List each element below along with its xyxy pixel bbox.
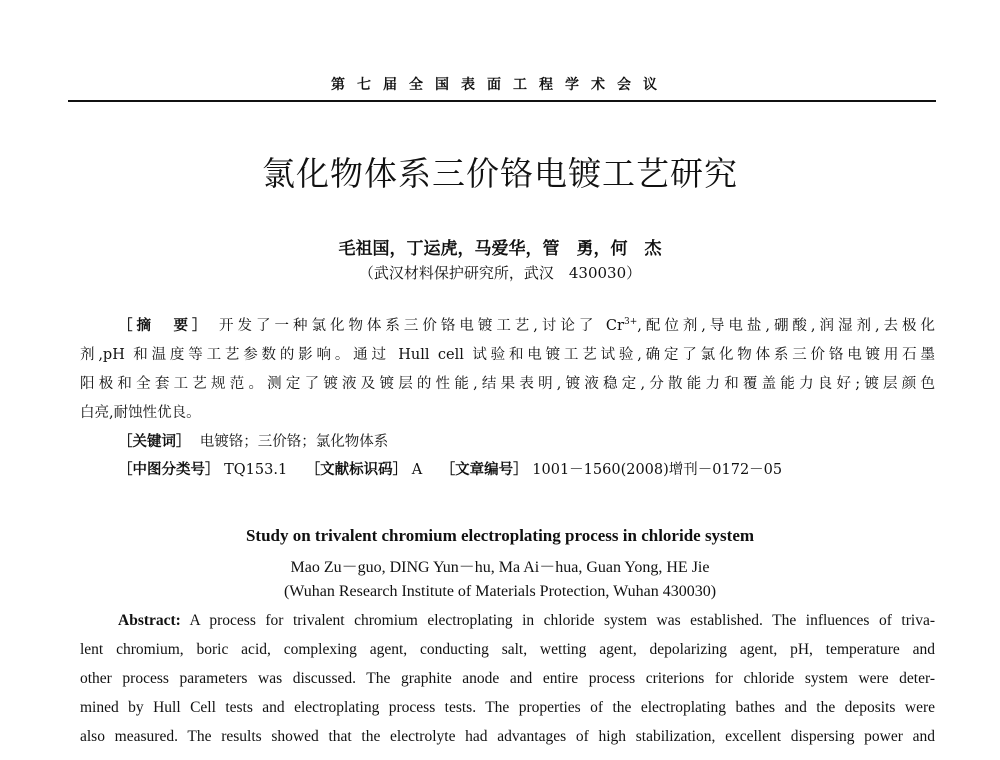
paper-title: 氯化物体系三价铬电镀工艺研究 (262, 154, 738, 193)
abstract-text: 开发了一种氯化物体系三价铬电镀工艺,讨论了 Cr (219, 318, 624, 334)
affiliation: （武汉材料保护研究所，武汉 430030） (358, 264, 642, 282)
abstract-en-line: lent chromium, boric acid, complexing agent, conducting salt, wetting agent, depolarizing agent, pH, temperature and (80, 641, 935, 658)
abstract-cn-line: 白亮,耐蚀性优良。 (80, 405, 201, 421)
abstract-cn-line (118, 314, 935, 335)
english-authors: Mao Zu－guo, DING Yun－hu, Ma Ai－hua, Guan Yong, HE Jie (290, 559, 710, 576)
abstract-en-line: other process parameters was discussed. The graphite anode and entire process criterions for chloride system were deter- (80, 670, 935, 687)
abstract-text: ,配位剂,导电盐,硼酸,润湿剂,去极化 (637, 318, 936, 334)
keywords (118, 430, 935, 451)
abstract-en-line: also measured. The results showed that the electrolyte had advantages of high stabilization, excellent dispersing power and (80, 728, 935, 745)
keywords-text: 电镀铬；三价铬；氯化物体系 (199, 434, 389, 450)
header-rule (68, 100, 936, 102)
article-number-label: ［文章编号］ (440, 462, 528, 478)
superscript: 3+ (623, 317, 638, 328)
doc-code-value: A (411, 462, 423, 478)
doc-code-label: ［文献标识码］ (305, 462, 408, 478)
abstract-en-line: mined by Hull Cell tests and electroplating process tests. The properties of the electroplating bathes and the deposits were (80, 699, 935, 716)
keywords-label: ［关键词］ (118, 434, 191, 450)
authors: 毛祖国，丁运虎，马爱华，管 勇，何 杰 (338, 239, 662, 259)
abstract-cn-line: 阳极和全套工艺规范。测定了镀液及镀层的性能,结果表明,镀液稳定,分散能力和覆盖能力良好;镀层颜色 (80, 376, 935, 392)
abstract-en-label: Abstract: (118, 612, 181, 629)
abstract-text: A process for trivalent chromium electroplating in chloride system was established. The influences of triva- (189, 612, 935, 629)
running-header: 第七届全国表面工程学术会议 (331, 77, 669, 93)
english-title: Study on trivalent chromium electroplating process in chloride system (245, 526, 755, 545)
clc-value: TQ153.1 (224, 462, 288, 478)
abstract-en-line (118, 612, 935, 630)
abstract-cn-label: ［摘 要］ (118, 318, 211, 334)
classification (118, 458, 935, 479)
clc-label: ［中图分类号］ (118, 462, 220, 478)
article-number-value: 1001－1560(2008)增刊－0172－05 (532, 462, 783, 478)
english-affiliation: (Wuhan Research Institute of Materials Protection, Wuhan 430030) (283, 583, 717, 600)
abstract-cn-line: 剂,pH 和温度等工艺参数的影响。通过 Hull cell 试验和电镀工艺试验,确定了氯化物体系三价铬电镀用石墨 (80, 347, 935, 363)
